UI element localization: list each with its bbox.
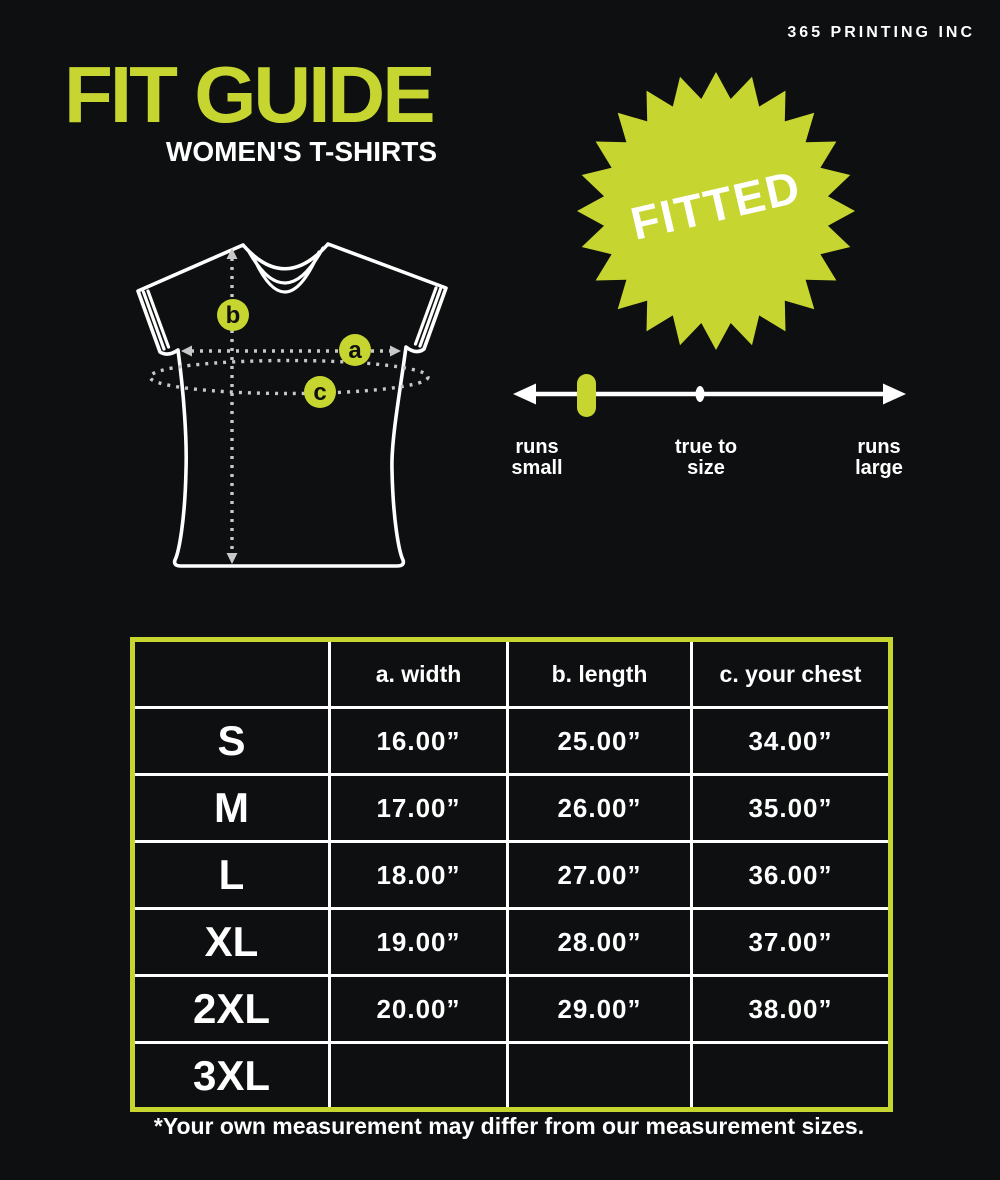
arrow-left-icon — [181, 346, 192, 357]
page-title: FIT GUIDE — [64, 50, 433, 139]
corner-cell — [133, 640, 330, 708]
sleeve-trim-line — [148, 291, 169, 347]
fit-scale — [500, 360, 920, 420]
sleeve-trim-line — [420, 289, 441, 346]
tshirt-outline — [138, 244, 446, 566]
size-cell: M — [133, 775, 330, 842]
label-line: true to — [674, 436, 738, 458]
width-cell: 19.00” — [330, 909, 508, 976]
marker-c-label: c — [313, 379, 327, 406]
size-cell: 3XL — [133, 1043, 330, 1110]
size-cell: S — [133, 708, 330, 775]
chest-cell: 36.00” — [692, 842, 891, 909]
brand-name: 365 PRINTING INC — [787, 24, 975, 41]
length-cell: 29.00” — [508, 976, 692, 1043]
table-row — [133, 1043, 891, 1110]
scale-arrow-left-icon — [513, 384, 536, 405]
width-cell: 18.00” — [330, 842, 508, 909]
marker-b — [217, 299, 249, 331]
col-header-chest: c. your chest — [692, 640, 891, 708]
marker-b-label: b — [225, 302, 241, 329]
size-cell: XL — [133, 909, 330, 976]
label-line: large — [855, 457, 903, 479]
tshirt-diagram — [115, 230, 460, 580]
marker-a — [339, 334, 371, 366]
length-cell: 27.00” — [508, 842, 692, 909]
length-cell — [508, 1043, 692, 1110]
table-header-row — [133, 640, 891, 708]
col-header-length: b. length — [508, 640, 692, 708]
width-cell — [330, 1043, 508, 1110]
length-cell: 28.00” — [508, 909, 692, 976]
width-cell: 16.00” — [330, 708, 508, 775]
label-runs-large — [809, 437, 949, 479]
collar-rib-line — [252, 252, 319, 292]
title-block — [64, 50, 437, 167]
arrow-right-icon — [390, 346, 401, 357]
label-line: runs — [857, 436, 901, 458]
size-cell: L — [133, 842, 330, 909]
chest-cell — [692, 1043, 891, 1110]
col-header-width: a. width — [330, 640, 508, 708]
width-cell: 17.00” — [330, 775, 508, 842]
label-line: small — [511, 457, 563, 479]
width-cell: 20.00” — [330, 976, 508, 1043]
chest-cell: 37.00” — [692, 909, 891, 976]
table-row — [133, 775, 891, 842]
chest-measure-ellipse — [150, 361, 428, 394]
length-cell: 26.00” — [508, 775, 692, 842]
sleeve-trim-line — [144, 292, 165, 349]
arrow-down-icon — [227, 553, 238, 564]
chest-cell: 35.00” — [692, 775, 891, 842]
length-cell: 25.00” — [508, 708, 692, 775]
table-row — [133, 708, 891, 775]
marker-a-label: a — [348, 337, 362, 364]
label-true-to-size — [636, 437, 776, 479]
size-cell: 2XL — [133, 976, 330, 1043]
page-subtitle: WOMEN'S T-SHIRTS — [165, 136, 437, 167]
table-row — [133, 976, 891, 1043]
label-line: runs — [515, 436, 559, 458]
true-to-size-tick — [696, 386, 705, 402]
table-row — [133, 842, 891, 909]
label-line: size — [687, 457, 725, 479]
sleeve-trim-line — [416, 288, 437, 344]
fitted-badge — [556, 51, 876, 371]
chest-cell: 34.00” — [692, 708, 891, 775]
marker-c — [304, 376, 336, 408]
table-row — [133, 909, 891, 976]
fit-position-marker — [577, 374, 596, 417]
chest-cell: 38.00” — [692, 976, 891, 1043]
size-table — [130, 637, 893, 1112]
scale-arrow-right-icon — [883, 384, 906, 405]
footnote: *Your own measurement may differ from our measurement sizes. — [153, 1113, 865, 1139]
badge-label: FITTED — [625, 159, 807, 250]
label-runs-small — [467, 437, 607, 479]
